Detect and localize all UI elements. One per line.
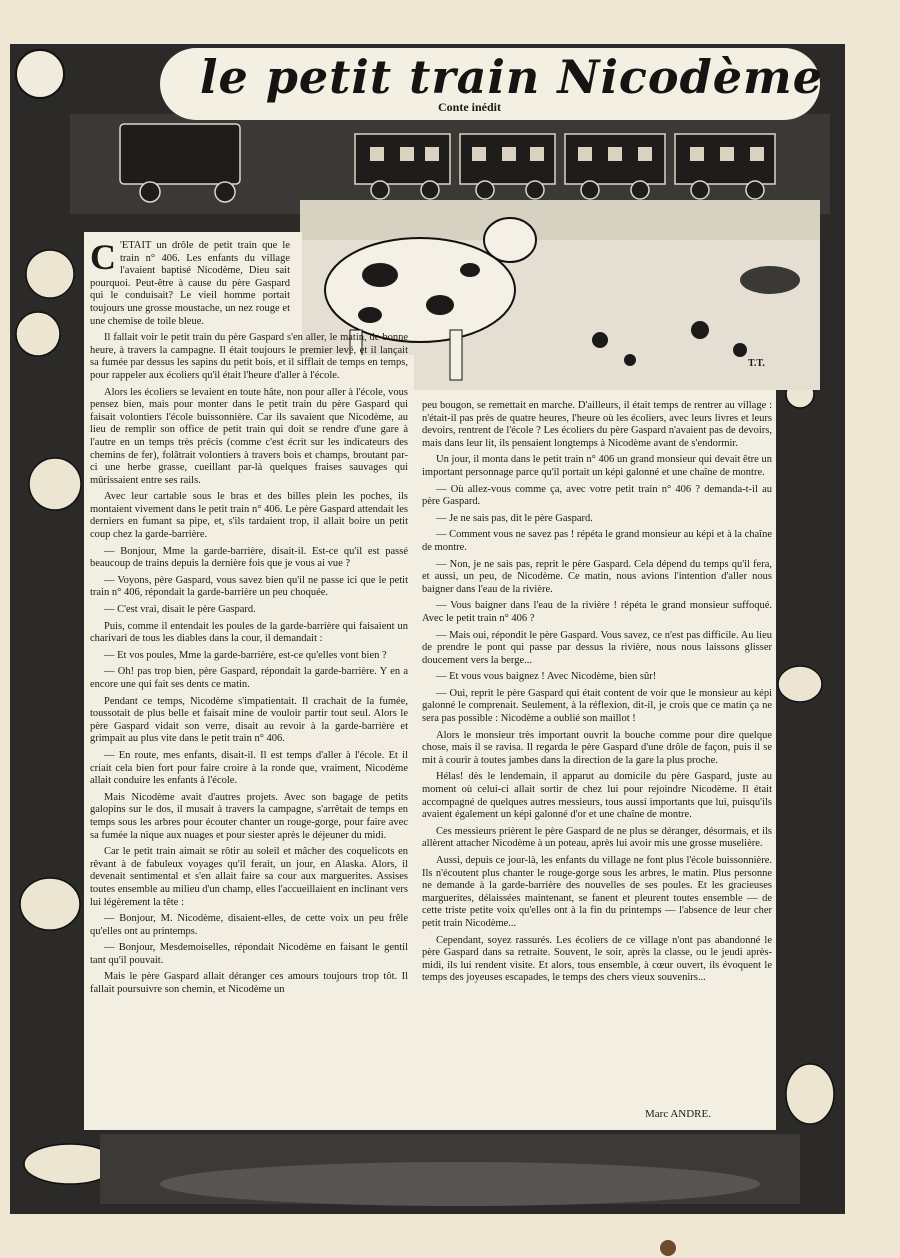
paragraph: Ces messieurs prièrent le père Gaspard de ne plus se déranger, désormais, et ils allèrent attacher Nicodème à un poteau, après lui avoir mis une grosse muselière. (422, 825, 772, 850)
article-right-column (422, 400, 772, 989)
author-signature: Marc ANDRE. (645, 1108, 711, 1120)
paragraph: — Oh! pas trop bien, père Gaspard, répondait la garde-barrière. Y en a encore une qui fait ses dents ce matin. (90, 666, 408, 690)
binding-hole (660, 1240, 676, 1256)
paragraph: Mais le père Gaspard allait déranger ces amours toujours trop tôt. Il fallait poursuivre son chemin, et Nicodème un (90, 971, 408, 996)
left-column-top (90, 237, 290, 328)
paragraph: Puis, comme il entendait les poules de la garde-barrière qui faisaient un charivari de tous les diables dans la cour, il demandait : (90, 620, 408, 645)
paragraph: — Voyons, père Gaspard, vous savez bien qu'il ne passe ici que le petit train n° 406, répondait la garde-barrière un peu choquée. (90, 574, 408, 599)
paragraph: — Bonjour, Mesdemoiselles, répondait Nicodème en faisant le gentil tant qu'il pouvait. (90, 942, 408, 966)
paragraph: — En route, mes enfants, disait-il. Il est temps d'aller à l'école. Et il criait cela bien fort pour faire croire à la ronde que, vraiment, Nicodème allait conduire les enfants à l'école. (90, 749, 408, 787)
drop-cap: C (90, 237, 116, 277)
paragraph: — Mais oui, répondit le père Gaspard. Vous savez, ce n'est pas difficile. Au lieu de prendre le pont qui passe par dessus la rivière, nous nous laissons glisser doucement vers la berge... (422, 629, 772, 666)
paragraph: Hélas! dès le lendemain, il apparut au domicile du père Gaspard, juste au moment où celui-ci allait sortir de chez lui pour rejoindre Nicodème. Il était accompagné de quelques autres messieurs, tous aussi importants que lui, puisqu'ils avaient également un képi galonné d'or et une chaîne de montre. (422, 771, 772, 821)
paragraph: — Comment vous ne savez pas ! répéta le grand monsieur au képi et à la chaîne de montre. (422, 529, 772, 553)
paragraph: Mais Nicodème avait d'autres projets. Avec son bagage de petits galopins sur le dos, il musait à travers la campagne, s'arrêtait de temps en temps sous les arbres pour écouter chanter un rouge-gorge, pour faire avec sa fumée la nique aux nuages et pour siester après le déjeuner du midi. (90, 791, 408, 841)
paragraph: — Et vos poules, Mme la garde-barrière, est-ce qu'elles vont bien ? (104, 649, 387, 661)
paragraph: Un jour, il monta dans le petit train n° 406 un grand monsieur qui devait être un important personnage parce qu'il portait un képi galonné et une chaîne de montre. (422, 454, 772, 478)
paragraph: Pendant ce temps, Nicodème s'impatientait. Il crachait de la fumée, toussotait de plus belle et faisait mine de vouloir partir tout seul. Alors le père Gaspard vidait son verre, disait au revoir à la garde-barrière et grimpait au plus vite dans le petit train n° 406. (90, 695, 408, 745)
paragraph: Avec leur cartable sous le bras et des billes plein les poches, ils montaient vivement dans le petit train n° 406. Le père Gaspard attendait les derniers en fumant sa pipe, et, s'ils tardaient trop, il allait boire un petit coup chez la garde-barrière. (90, 491, 408, 541)
paragraph: Aussi, depuis ce jour-là, les enfants du village ne font plus l'école buissonnière. Ils n'écoutent plus chanter le rouge-gorge sous les arbres, le matin. Plus personne ne demande à la garde-barrière des nouvelles de ses poules. Et les gracieuses marguerites, délaissées maintenant, se fanent et pleurent toutes ensemble — de cette triste petite voix qu'elles ont à la fin du printemps — l'absence de leur cher petit train Nicodème... (422, 855, 772, 929)
paragraph: — Non, je ne sais pas, reprit le père Gaspard. Cela dépend du temps qu'il fera, et aussi, un peu, de Nicodème. Ce matin, nous avions l'intention d'aller nous baigner dans l'eau de la rivière. (422, 558, 772, 595)
paragraph: Alors le monsieur très important ouvrit la bouche comme pour dire quelque chose, mais il se ravisa. Il regarda le père Gaspard d'une drôle de façon, puis il se mit à courir à toutes jambes dans la direction de la gare la plus proche. (422, 729, 772, 766)
paragraph: Car le petit train aimait se rôtir au soleil et mâcher des coquelicots en rêvant à de fabuleux voyages qu'il ferait, un jour, en Alaska. Alors, il devenait sentimental et s'en allait faire sa cour aux marguerites. Assises toutes ensemble au milieu d'un champ, elles l'accueillaient en inclinant vers lui légèrement la tête : (90, 846, 408, 908)
paragraph: — Oui, reprit le père Gaspard qui était content de voir que le monsieur au képi galonné le comprenait. Seulement, à la réflexion, dit-il, je crois que ce matin ça ne sera pas possible : Nicodème a oublié son maillot ! (422, 687, 772, 725)
paragraph: peu bougon, se remettait en marche. D'ailleurs, il était temps de rentrer au village : n'était-il pas près de quatre heures, l'heure où les écoliers, avec leurs livres et leurs devoirs, rentrent de l'école ? Les écoliers du père Gaspard n'avaient pas de devoirs, mais dans leur lit, ils pensaient longtemps à Nicodème avant de s'endormir. (422, 400, 772, 449)
illustrator-initials: T.T. (748, 358, 765, 369)
paragraph: Il fallait voir le petit train du père Gaspard s'en aller, le matin, de bonne heure, à travers la campagne. Il était toujours le premier levé, et il lançait sa fumée par dessus les sapins du petit bois, et il sifflait de temps en temps, pour rappeler aux écoliers qu'il était l'heure d'aller à l'école. (90, 332, 408, 381)
article-left-column (90, 237, 408, 1001)
paragraph: — Et vous vous baignez ! Avec Nicodème, bien sûr! (436, 671, 657, 683)
paragraph-text: 'ETAIT un drôle de petit train que le train n° 406. Les enfants du village l'avaient baptisé Nicodème, Dieu sait pourquoi. Peut-être à cause du père Gaspard qui le conduisait? Le vieil homme portait toujours une grosse moustache, un nez rouge et une chemise de toile bleue. (90, 240, 290, 327)
paragraph: Cependant, soyez rassurés. Les écoliers de ce village n'ont pas abandonné le père Gaspard dans sa retraite. Souvent, le soir, après la classe, ou le jeudi après-midi, ils lui rendent visite. Et alors, tous ensemble, à cœur ouvert, ils évoquent le temps des joyeuses escapades, le temps des chers vieux souvenirs... (422, 934, 772, 984)
paragraph: — Bonjour, Mme la garde-barrière, disait-il. Est-ce qu'il est passé beaucoup de trains depuis la dernière fois que je vous ai vue ? (90, 545, 408, 570)
sun-icon (16, 50, 64, 98)
paragraph: — Vous baigner dans l'eau de la rivière ! répéta le grand monsieur suffoqué. Avec le petit train n° 406 ? (422, 600, 772, 624)
page-subtitle: Conte inédit (438, 100, 501, 114)
paragraph: — Je ne sais pas, dit le père Gaspard. (436, 512, 593, 524)
paragraph: Alors les écoliers se levaient en toute hâte, non pour aller à l'école, vous pensez bien, mais pour monter dans le petit train du père Gaspard qui faisait volontiers l'école buissonnière. Car ils savaient que Nicodème, au lieu de remplir son office de petit train qui doit se rendre d'une gare à l'autre en un temps très précis (comme c'est écrit sur les indicateurs des chemins de fer), folâtrait volontiers à travers bois et champs, broutant par-ci une herbe grasse, cueillant par-là quelques fraises sauvages qui mûrissaient entre ses rails. (90, 386, 408, 486)
paragraph (90, 237, 290, 328)
paragraph: — Bonjour, M. Nicodème, disaient-elles, de cette voix un peu frêle qu'elles ont au printemps. (90, 913, 408, 937)
paragraph: — Où allez-vous comme ça, avec votre petit train n° 406 ? demanda-t-il au père Gaspard. (422, 483, 772, 508)
page-title: le petit train Nicodème (200, 50, 823, 104)
paragraph: — C'est vrai, disait le père Gaspard. (104, 604, 256, 616)
